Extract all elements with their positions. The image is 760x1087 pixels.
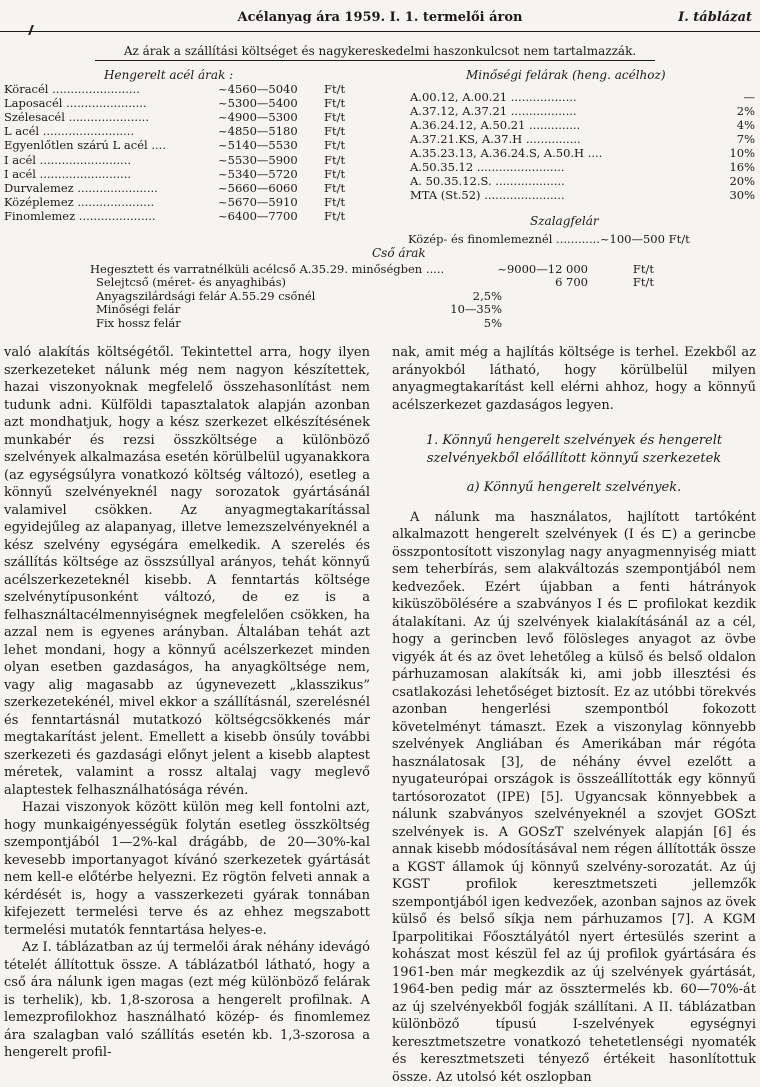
grade-percent: 20% (729, 174, 755, 188)
left-column (4, 344, 370, 1062)
strip-text: Közép- és finomlemeznél ............~100—500 Ft/t (408, 232, 690, 246)
rolled-steel-row (4, 195, 354, 209)
tube-name: Fix hossz felár (96, 315, 181, 330)
tube-name: Minőségi felár (96, 302, 181, 317)
grade-name: A.50.35.12 ........................ (410, 160, 565, 174)
strip-row (408, 232, 690, 246)
rolled-steel-row (4, 153, 354, 167)
steel-name: Laposacél ...................... (4, 96, 147, 111)
table-title: Acélanyag ára 1959. I. 1. termelői áron (237, 10, 523, 25)
quality-row (410, 132, 755, 146)
price-unit: Ft/t (632, 262, 654, 276)
tube-row (96, 289, 680, 303)
price-unit: Ft/t (324, 124, 346, 139)
steel-name: L acél ......................... (4, 124, 135, 139)
quality-row (410, 90, 755, 104)
quality-row (410, 118, 755, 132)
price-note: Az árak a szállítási költséget és nagykereskedelmi haszonkulcsot nem tartalmazzák. (123, 44, 637, 58)
tube-title: Cső árak (372, 246, 426, 260)
rolled-steel-title: Hengerelt acél árak : (104, 68, 234, 82)
steel-price: ~5300—5400 (218, 96, 298, 111)
quality-row (410, 104, 755, 118)
grade-percent: 4% (736, 118, 755, 132)
grade-percent: — (743, 90, 755, 104)
tube-price: 5% (483, 315, 502, 330)
rolled-steel-row (4, 167, 354, 181)
price-unit: Ft/t (324, 166, 346, 181)
grade-percent: 2% (736, 104, 755, 118)
rolled-steel-row (4, 181, 354, 195)
steel-price: ~5140—5530 (218, 138, 298, 153)
subsection-heading: a) Könnyű hengerelt szelvények. (466, 480, 682, 495)
tube-name: Anyagszilárdsági felár A.55.29 csőnél (96, 288, 316, 303)
tube-price: ~9000—12 000 (497, 262, 588, 276)
tube-name: Hegesztett és varratnélküli acélcső A.35.29. minőségben ..... (90, 262, 445, 276)
rolled-steel-row (4, 138, 354, 152)
table-header (0, 10, 760, 36)
grade-percent: 30% (729, 188, 755, 202)
rolled-steel-row (4, 82, 354, 96)
rolled-steel-row (4, 110, 354, 124)
steel-price: ~4850—5180 (218, 124, 298, 139)
tube-name: Selejtcső (méret- és anyaghibás) (96, 275, 286, 290)
tube-row (90, 262, 680, 276)
grade-percent: 7% (736, 132, 755, 146)
section-heading: 1. Könnyű hengerelt szelvények és hengerelt szelvényekből előállított könnyű szerkezetek (425, 433, 723, 466)
grade-name: A.37.21.KS, A.37.H ............... (410, 132, 581, 146)
rolled-steel-row (4, 96, 354, 110)
quality-surcharge-title: Minőségi felárak (heng. acélhoz) (466, 68, 666, 82)
tube-price: 10—35% (450, 302, 502, 317)
quality-row (410, 146, 755, 160)
price-unit: Ft/t (324, 180, 346, 195)
steel-price: ~5660—6060 (218, 180, 298, 195)
steel-name: I acél ......................... (4, 152, 132, 167)
quality-row (410, 174, 755, 188)
grade-name: MTA (St.52) ...................... (410, 188, 565, 202)
price-unit: Ft/t (324, 110, 346, 125)
price-unit: Ft/t (324, 82, 346, 96)
steel-price: ~4560—5040 (218, 82, 298, 96)
left-paragraph-2: Hazai viszonyok között külön meg kell fontolni azt, hogy munkaigényességük folytán esetleg összköltség szempontjából 1—2%-kal drágább, de 20—30%-kal kevesebb importanyagot kívánó szerkezetek gyártását nem kell-e előtérbe helyezni. Ez rögtön felveti annak a kérdését is, hogy a vasszerkezeti gyárak tonnában kifejezett termelési terve és az ehhez megszabott termelési mutatók fenntartása helyes-e. (4, 800, 370, 938)
grade-percent: 16% (729, 160, 755, 174)
price-unit: Ft/t (632, 275, 654, 290)
steel-name: Középlemez ..................... (4, 194, 155, 209)
grade-name: A. 50.35.12.S. ................... (410, 174, 565, 188)
price-unit: Ft/t (324, 152, 346, 167)
tube-row (96, 302, 680, 316)
steel-price: ~5670—5910 (218, 194, 298, 209)
left-paragraph-3: Az I. táblázatban az új termelői árak néhány idevágó tételét állítottuk össze. A táblázatból látható, hogy a cső ára nálunk igen magas (ezt még különböző felárak is terhelik), kb. 1,8-szorosa a hengerelt profilnak. A lemezprofilokhoz használható közép- és finomlemez ára szalagban való szállítás esetén kb. 1,3-szorosa a hengerelt profil- (4, 940, 370, 1060)
tube-row (96, 275, 680, 289)
price-unit: Ft/t (324, 208, 346, 223)
strip-title: Szalagfelár (530, 214, 599, 228)
grade-name: A.35.23.13, A.36.24.S, A.50.H .... (410, 146, 603, 160)
grade-percent: 10% (729, 146, 755, 160)
steel-name: Köracél ........................ (4, 82, 140, 96)
steel-name: Finomlemez ..................... (4, 208, 156, 223)
steel-name: Szélesacél ...................... (4, 110, 149, 125)
note-rule (95, 60, 655, 61)
table-label: I. táblázat (678, 10, 752, 25)
steel-price: ~6400—7700 (218, 208, 298, 223)
price-unit: Ft/t (324, 194, 346, 209)
tube-price: 2,5% (472, 288, 502, 303)
right-column (392, 344, 756, 1086)
grade-name: A.36.24.12, A.50.21 .............. (410, 118, 581, 132)
grade-name: A.00.12, A.00.21 .................. (410, 90, 577, 104)
tube-row (96, 316, 680, 330)
right-body: A nálunk ma használatos, hajlított tartóként alkalmazott hengerelt szelvények (I és ⊏) a gerincbe összpontosított viszonylag nagy anyagmennyiség miatt sem teherbírás, sem alakváltozás szempontjából nem kedvezőek. Ezért újabban a fenti hátrányok kiküszöbölésére a szabványos I és ⊏ profilokat kezdik átalakítani. Az új szelvények kialakításánál az a cél, hogy a gerincben levő fölösleges anyagot az övbe vigyék át és az övet lehetőleg a külső és belső oldalon párhuzamosan alakítsák ki, ami jobb illesztési és csatlakozási lehetőséget biztosít. Ez az utóbbi törekvés azonban hengerlési szempontból fokozott követelményt támaszt. Ezek a viszonylag könnyebb szelvények Angliában és Amerikában már régóta használatosak [3], de néhány évvel ezelőtt a nyugateurópai országok is összeállították egy könnyű tartósorozatot (IPE) [5]. Ugyancsak könnyebbek a nálunk szabványos szelvényeknél a szovjet GOSzt szelvények is. A GOSzT szelvények alapján [6] és annak kisebb módosításával nem régen állították össze a KGST államok új könnyű szelvény-sorozatát. Az új KGST profilok keresztmetszeti jellemzők szempontjából igen kedvezőek, azonban sajnos az övek külső és belső síkja nem párhuzamos [7]. A KGM Iparpolitikai Főosztályától nyert értesülés szerint a kohászat most készül fel az új profilok gyártására és 1961-ben már megkezdik az új szelvények gyártását, 1964-ben pedig már az össztermelés kb. 60—70%-át az új szelvényekből fogják szállítani. A II. táblázatban különböző típusú I-szelvények egységnyi keresztmetszetre vonatkozó tehetetlenségi nyomaték és keresztmetszeti tényező értékeit hasonlítottuk össze. Az utolsó két oszlopban (392, 509, 756, 1085)
rolled-steel-row (4, 209, 354, 223)
rolled-steel-row (4, 124, 354, 138)
steel-name: I acél ......................... (4, 166, 132, 181)
grade-name: A.37.12, A.37.21 .................. (410, 104, 577, 118)
header-tick-mark (28, 25, 42, 35)
right-intro: nak, amit még a hajlítás költsége is terhel. Ezekből az arányokból látható, hogy körülbelül milyen anyagmegtakarítást kell elérni ahhoz, hogy a könnyű acélszerkezet gazdaságos legyen. (392, 345, 756, 413)
steel-name: Egyenlőtlen szárú L acél .... (4, 138, 166, 153)
left-paragraph-1: való alakítás költségétől. Tekintettel arra, hogy ilyen szerkezeteket nálunk még nem nagyon készítettek, hazai viszonyoknak megfelelő összehasonlítást nem tudunk adni. Külföldi tapasztalatok alapján azonban azt mondhatjuk, hogy a kész szerkezet elkészítésének munkabér és rezsi összköltsége a különböző szelvények alkalmazása esetén körülbelül ugyanakkora (az egységsúlyra vonatkozó költség változó), esetleg a könnyű szelvényeknél nagy sorozatok gyártásánál valamivel csökken. Az anyagmegtakarítással egyidejűleg az alapanyag, illetve lemezszelvényeknél a kész szelvény egységára emelkedik. A szerelés és szállítás költsége az összsúllyal arányos, tehát könnyű acélszerkezeteknél kisebb. A fenntartás költsége szelvénytípusonként változó, de ez is a felhasználtacélmennyiségnek megfelelően csökken, ha azzal nem is egyenes arányban. Általában tehát azt lehet mondani, hogy a könnyű acélszerkezet minden olyan esetben gazdaságos, ha anyagköltsége nem, vagy alig magasabb az úgynevezett „klasszikus” szerkezetekénél, mivel ekkor a szállításnál, szerelésnél és fenntartásnál mutatkozó költségcsökkenés már megtakarítást jelent. Emellett a kisebb önsúly további szerkezeti és gazdasági előnyt jelent a kisebb alaptest méretek, valamint a rossz altalaj vagy meglevő alaptestek felhasználhatósága révén. (4, 345, 370, 798)
steel-price: ~5530—5900 (218, 152, 298, 167)
steel-price: ~5340—5720 (218, 166, 298, 181)
tube-price: 6 700 (555, 275, 588, 290)
quality-row (410, 188, 755, 202)
steel-price: ~4900—5300 (218, 110, 298, 125)
header-rule (0, 31, 760, 32)
price-unit: Ft/t (324, 96, 346, 111)
price-unit: Ft/t (324, 138, 346, 153)
steel-name: Durvalemez ...................... (4, 180, 158, 195)
quality-row (410, 160, 755, 174)
